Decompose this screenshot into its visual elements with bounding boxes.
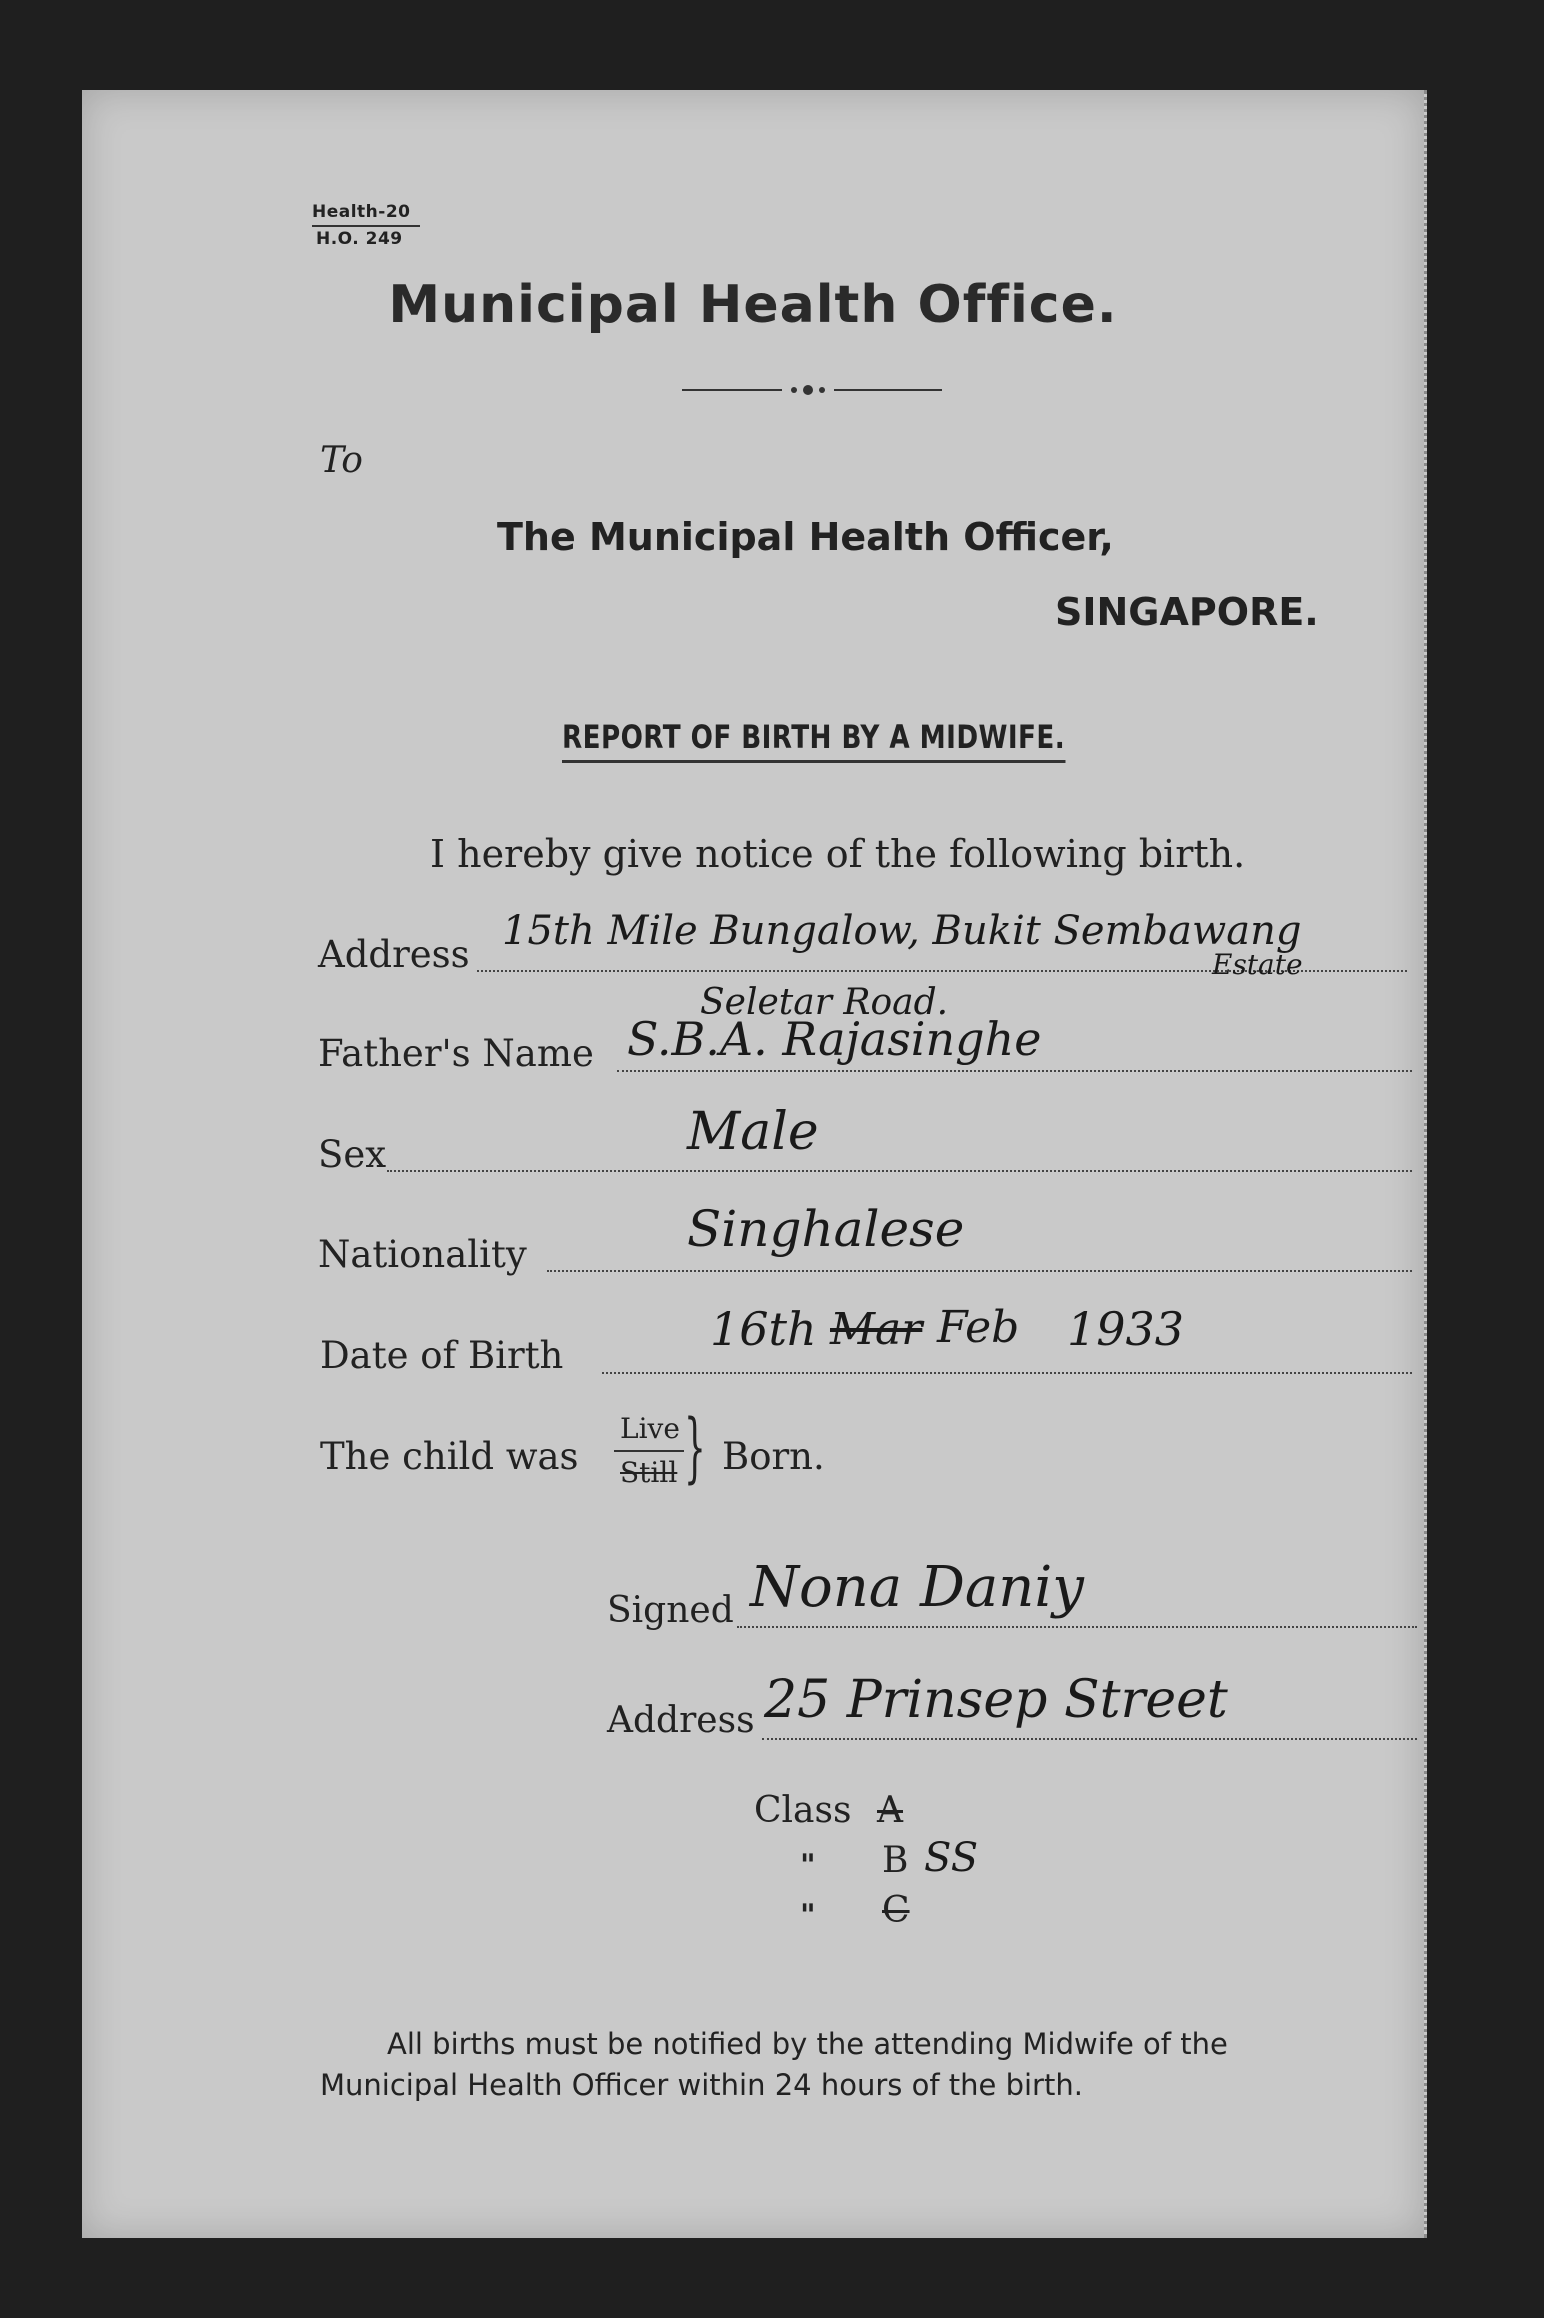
signed-dotted-line: [737, 1626, 1417, 1628]
dob-year: 1933: [1067, 1302, 1185, 1356]
child-live-option: Live: [620, 1412, 680, 1445]
midwife-signature: Nona Daniy: [750, 1555, 1084, 1620]
to-label: To: [320, 440, 363, 481]
recipient-line: The Municipal Health Officer,: [497, 515, 1114, 559]
class-b: B: [882, 1840, 909, 1881]
address-label: Address: [318, 933, 470, 976]
ornament-divider: [682, 382, 942, 398]
form-code-divider: [312, 225, 420, 227]
footer-line-2: Municipal Health Officer within 24 hours of the birth.: [320, 2068, 1083, 2102]
nationality-dotted-line: [547, 1270, 1412, 1272]
father-name-value: S.B.A. Rajasinghe: [627, 1012, 1042, 1066]
class-label: Class: [754, 1790, 852, 1831]
midwife-address-label: Address: [607, 1700, 755, 1741]
sex-value: Male: [687, 1102, 819, 1162]
notice-text: I hereby give notice of the following birth.: [430, 832, 1246, 876]
child-born-label: Born.: [722, 1435, 825, 1478]
sex-label: Sex: [318, 1133, 387, 1176]
report-title: REPORT OF BIRTH BY A MIDWIFE.: [562, 718, 1065, 763]
address-value: 15th Mile Bungalow, Bukit Sembawang: [502, 908, 1302, 954]
class-a: A: [877, 1790, 903, 1831]
footer-line-1: All births must be notified by the attending Midwife of the: [387, 2027, 1228, 2061]
midwife-address-dotted-line: [762, 1738, 1417, 1740]
class-b-note: SS: [924, 1835, 979, 1881]
dob-struck-month: Mar: [830, 1304, 923, 1355]
nationality-label: Nationality: [318, 1233, 527, 1276]
signed-label: Signed: [607, 1590, 734, 1631]
dob-month: Feb: [937, 1302, 1020, 1353]
city-line: SINGAPORE.: [1055, 590, 1319, 634]
class-ditto-b: ": [800, 1848, 816, 1883]
form-code-ho: H.O. 249: [316, 229, 403, 249]
address-value-line2: Seletar Road.: [700, 982, 949, 1023]
class-c: C: [882, 1890, 910, 1931]
father-name-label: Father's Name: [318, 1032, 594, 1075]
midwife-address-value: 25 Prinsep Street: [764, 1670, 1228, 1730]
office-title: Municipal Health Office.: [388, 275, 1118, 335]
sex-dotted-line: [387, 1170, 1412, 1172]
father-name-dotted-line: [617, 1070, 1412, 1072]
child-was-label: The child was: [320, 1435, 579, 1478]
child-option-divider: [614, 1450, 684, 1452]
dob-day: 16th: [710, 1302, 817, 1356]
address-estate: Estate: [1212, 948, 1303, 981]
child-still-option: Still: [620, 1456, 678, 1489]
class-ditto-c: ": [800, 1898, 816, 1933]
dob-dotted-line: [602, 1372, 1412, 1374]
child-brace: }: [684, 1402, 706, 1491]
dob-label: Date of Birth: [320, 1334, 564, 1377]
nationality-value: Singhalese: [687, 1200, 965, 1258]
birth-report-form: [82, 90, 1427, 2238]
form-code-health: Health-20: [312, 202, 411, 222]
